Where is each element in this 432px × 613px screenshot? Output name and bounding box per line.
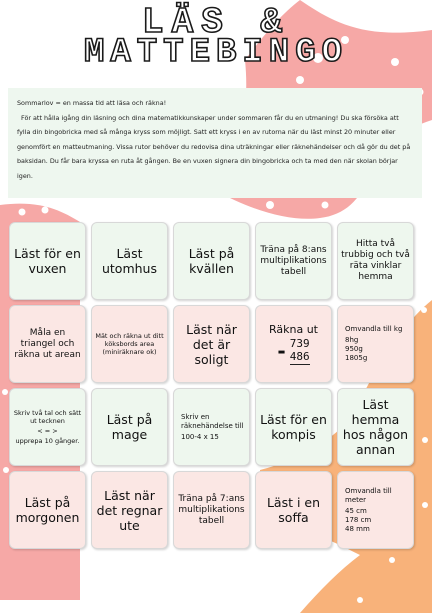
- cell-label: Läst när det regnar ute: [96, 487, 163, 533]
- bingo-cell[interactable]: [173, 305, 250, 383]
- cell-label: Läst för en vuxen: [14, 246, 81, 276]
- cell-label: Läst på morgonen: [15, 495, 80, 525]
- cell-label: Mät och räkna ut ditt köksbords area (miniräknare ok): [95, 332, 164, 356]
- cell-label: Träna på 7:ans multiplikations tabell: [178, 493, 245, 526]
- bingo-cell[interactable]: [9, 388, 86, 466]
- cell-label: Läst på kvällen: [188, 246, 235, 276]
- cell-label: Räkna ut: [268, 322, 318, 336]
- list-item: 178 cm: [345, 515, 372, 524]
- page-title-line1: LÄS &: [141, 2, 291, 43]
- list-item: 8hg: [345, 336, 359, 344]
- cell-label: Läst hemma hos någon annan: [342, 397, 409, 457]
- cell-label: Läst utomhus: [101, 246, 157, 276]
- intro-body: För att hålla igång din läsning och dina matematikkunskaper under sommaren får du en utmaning! Du ska försöka att fylla din bingobricka med så många kryss som möjligt. Satt ett kryss i en av rutorna när du läst minst 20 minuter eller genomfört en matteutmaning. Vissa rutor behöver du redovisa dina uträkningar eller räknehändelser och då gör du det på baksidan. Du får bara kryssa en ruta åt gången. Be en vuxen signera din bingobricka och ta med den när skolan börjar igen.: [17, 113, 411, 180]
- list-item: 45 cm: [345, 506, 367, 515]
- page-title-line2: MATTEBINGO: [83, 34, 349, 72]
- cell-label: Hitta två trubbig och två räta vinklar hemma: [341, 239, 410, 282]
- bingo-cell[interactable]: [255, 305, 332, 383]
- cell-label: Skriv två tal och sätt ut tecknen: [13, 409, 82, 425]
- cell-label: Läst i en soffa: [266, 495, 321, 525]
- bingo-cell[interactable]: [91, 222, 168, 300]
- bingo-cell[interactable]: [337, 471, 414, 549]
- bingo-cell[interactable]: [9, 222, 86, 300]
- bingo-cell[interactable]: [91, 471, 168, 549]
- list-item: 48 mm: [345, 524, 370, 533]
- bingo-cell[interactable]: [255, 388, 332, 466]
- bingo-cell[interactable]: [91, 305, 168, 383]
- bingo-cell[interactable]: [173, 388, 250, 466]
- intro-heading: Sommarlov = en massa tid att läsa och räkna!: [17, 99, 167, 107]
- bingo-cell[interactable]: [337, 388, 414, 466]
- minuend: 739: [289, 336, 310, 350]
- intro-text-box: [8, 88, 422, 198]
- expression: 100-4 x 15: [181, 432, 219, 441]
- cell-label: Läst för en kompis: [260, 412, 327, 442]
- cell-label: Måla en triangel och räkna ut arean: [14, 327, 81, 360]
- subtrahend: 486: [289, 349, 310, 363]
- bingo-cell[interactable]: [337, 305, 414, 383]
- comparison-signs: < = >: [37, 427, 58, 435]
- bingo-cell[interactable]: [9, 305, 86, 383]
- cell-label: Omvandla till meter: [345, 486, 392, 504]
- bingo-cell[interactable]: [255, 222, 332, 300]
- bingo-cell[interactable]: [91, 388, 168, 466]
- bingo-cell[interactable]: [337, 222, 414, 300]
- bingo-cell[interactable]: [9, 471, 86, 549]
- cell-label: Läst när det är soligt: [186, 321, 237, 367]
- list-item: 1805g: [345, 354, 368, 362]
- cell-label-extra: upprepa 10 gånger.: [15, 437, 80, 445]
- cell-label: Läst på mage: [106, 412, 153, 442]
- bingo-cell[interactable]: [173, 471, 250, 549]
- cell-label: Träna på 8:ans multiplikations tabell: [260, 244, 327, 277]
- list-item: 950g: [345, 345, 363, 353]
- bingo-cell[interactable]: [173, 222, 250, 300]
- conversion-list: [345, 507, 371, 534]
- cell-label: Omvandla till kg: [345, 325, 403, 333]
- cell-label: Skriv en räknehändelse till: [181, 412, 244, 430]
- conversion-list: [345, 336, 367, 363]
- bingo-cell[interactable]: [255, 471, 332, 549]
- minus-sign: -: [277, 338, 286, 363]
- bingo-grid: [9, 222, 414, 549]
- subtraction-problem: [277, 337, 309, 365]
